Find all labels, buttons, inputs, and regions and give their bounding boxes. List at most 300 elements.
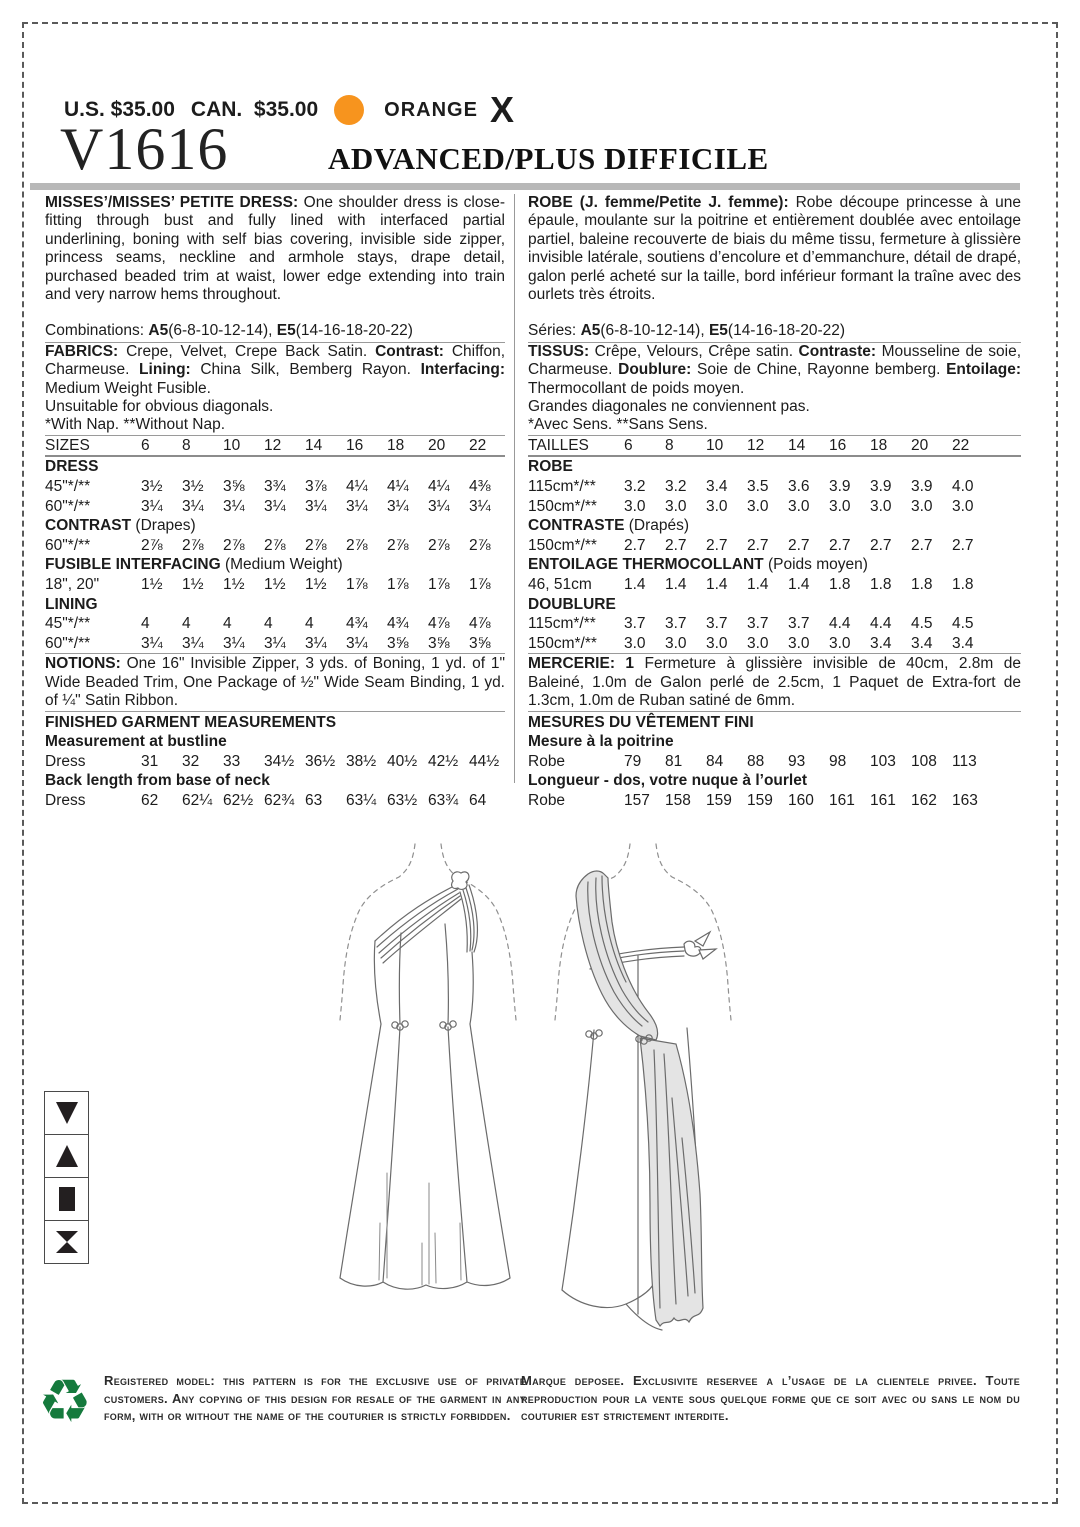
cell-value: 3¼ [346, 634, 368, 652]
cell-value: 4 [264, 615, 273, 633]
cell-value: 14 [788, 436, 806, 454]
cell-value: 161 [829, 792, 855, 809]
cell-value: 44½ [469, 752, 500, 770]
cell-value: 6 [624, 436, 633, 454]
table-row [45, 791, 505, 811]
table-section-interfacing [45, 555, 505, 575]
cell-value: 3.2 [624, 478, 646, 496]
cell-value: 10 [706, 436, 724, 454]
recycle-icon: ♻ [38, 1368, 92, 1435]
cell-value: 98 [829, 752, 847, 770]
cell-value: 3¼ [305, 634, 327, 652]
finished-title-fr [528, 713, 1021, 733]
cell-value: 3⅝ [223, 478, 245, 496]
nap-note-en: *With Nap. **Without Nap. [45, 416, 505, 435]
spacer [528, 304, 1021, 322]
cell-value: 3.0 [788, 634, 810, 652]
cell-value: 3½ [141, 478, 163, 496]
cell-value: 2.7 [747, 536, 769, 554]
interfacing-label-en: Interfacing: [420, 361, 505, 379]
cell-value: 31 [141, 752, 159, 770]
cell-value: 12 [264, 436, 282, 454]
cell-value: 163 [952, 792, 978, 809]
notions-label-fr: MERCERIE: 1 [528, 655, 635, 673]
table-row [528, 634, 1021, 654]
section-heading: LINING [45, 595, 98, 613]
section-heading: DRESS [45, 458, 99, 476]
cell-value: 3¼ [223, 497, 245, 515]
lining-text-en: China Silk, Bemberg Rayon. [190, 361, 421, 379]
cell-value: 20 [911, 436, 929, 454]
cell-value: 159 [747, 792, 773, 809]
cell-value: 2⅞ [182, 536, 204, 554]
cell-value: 3.4 [911, 634, 933, 652]
cell-value: 2⅞ [264, 536, 286, 554]
cell-value: 4¼ [428, 478, 450, 496]
table-row [45, 752, 505, 772]
cell-value: 1.4 [665, 576, 687, 594]
table-section-robe [528, 457, 1021, 477]
cell-value: 42½ [428, 752, 459, 770]
cell-value: 2⅞ [387, 536, 409, 554]
cell-value: 38½ [346, 752, 377, 770]
table-row [45, 634, 505, 654]
finished-measurements-fr [528, 711, 1021, 811]
dress-front-view-illustration [340, 844, 516, 1289]
cell-value: 3¼ [305, 497, 327, 515]
table-row [528, 575, 1021, 595]
cell-value: 3.7 [706, 615, 728, 633]
cell-value: 158 [665, 792, 691, 809]
header-divider-bar [30, 183, 1020, 190]
section-note: (Drapés) [628, 517, 690, 535]
cell-value: 63¾ [428, 792, 459, 809]
cell-value: 3.0 [829, 497, 851, 515]
cell-value: 93 [788, 752, 806, 770]
cell-value: 1½ [305, 576, 327, 594]
row-label: Dress [45, 752, 86, 770]
cell-value: 62 [141, 792, 159, 809]
difficulty-label: ADVANCED/PLUS DIFFICILE [328, 141, 769, 176]
cell-value: 3.9 [870, 478, 892, 496]
cell-value: 3¼ [428, 497, 450, 515]
row-label: 45"*/** [45, 478, 91, 496]
cell-value: 108 [911, 752, 937, 770]
row-label: 115cm*/** [528, 478, 596, 496]
cell-value: 3.7 [665, 615, 687, 633]
pattern-number: V1616 [60, 116, 229, 182]
cell-value: 8 [182, 436, 191, 454]
cell-value: 36½ [305, 752, 336, 770]
row-label: Robe [528, 792, 566, 809]
table-row [45, 536, 505, 556]
size-marker: X [489, 89, 514, 130]
row-label: 60"*/** [45, 634, 91, 652]
cell-value: 2.7 [706, 536, 728, 554]
cell-value: 3.7 [624, 615, 646, 633]
cell-value: 2.7 [788, 536, 810, 554]
registration-mark-up-triangle-icon [44, 1134, 89, 1178]
contrast-label-en: Contrast: [375, 342, 444, 360]
cell-value: 2.7 [870, 536, 892, 554]
cell-value: 6 [141, 436, 150, 454]
cell-value: 3⅝ [428, 634, 450, 652]
cell-value: 3.7 [747, 615, 769, 633]
fabrics-line-fr [528, 343, 1021, 398]
cell-value: 159 [706, 792, 732, 809]
combinations-label-en: Combinations: [45, 322, 149, 340]
legal-text-english: Registered model: this pattern is for the exclusive use of private customers. Any copying of this design for resale of the garment in any form, with or without the name of the couturier is strictly forbidden. [104, 1373, 526, 1423]
shoulder-knot [452, 872, 469, 890]
interfacing-text-en: Medium Weight Fusible. [45, 379, 211, 397]
cell-value: 4¼ [346, 478, 368, 496]
cell-value: 3⅝ [469, 634, 491, 652]
cell-value: 1½ [223, 576, 245, 594]
cell-value: 3.0 [911, 497, 933, 515]
fabrics-line-en [45, 343, 505, 398]
cell-value: 3.0 [706, 497, 728, 515]
cell-value: 4 [305, 615, 314, 633]
interfacing-text-fr: Thermocollant de poids moyen. [528, 379, 745, 397]
cell-value: 2⅞ [305, 536, 327, 554]
back-length-label-text: Back length from base of neck [45, 772, 270, 790]
cell-value: 22 [469, 436, 487, 454]
cell-value: 3¼ [141, 497, 163, 515]
cell-value: 16 [346, 436, 364, 454]
cell-value: 62¾ [264, 792, 295, 809]
table-row [45, 575, 505, 595]
cell-value: 1.4 [788, 576, 810, 594]
cell-value: 4 [223, 615, 232, 633]
table-row [45, 614, 505, 634]
cell-value: 2.7 [829, 536, 851, 554]
cell-value: 4.0 [952, 478, 974, 496]
table-row [45, 477, 505, 497]
bust-label-fr [528, 732, 1021, 752]
cell-value: 4.4 [829, 615, 851, 633]
row-label: Robe [528, 752, 566, 770]
table-row [528, 536, 1021, 556]
table-row [528, 477, 1021, 497]
unsuitable-note-fr: Grandes diagonales ne conviennent pas. [528, 398, 810, 416]
cell-value: 3.2 [665, 478, 687, 496]
english-column [45, 194, 514, 809]
description-title-fr: ROBE (J. femme/Petite J. femme): [528, 194, 789, 211]
table-row [45, 497, 505, 517]
cell-value: 2.7 [952, 536, 974, 554]
section-note: (Medium Weight) [224, 556, 343, 574]
cell-value: 1½ [182, 576, 204, 594]
cell-value: 63½ [387, 792, 418, 809]
cell-value: 14 [305, 436, 323, 454]
combinations-label-fr: Séries: [528, 322, 581, 340]
row-label: 150cm*/** [528, 497, 597, 515]
cell-value: 4⅞ [428, 615, 450, 633]
cell-value: 1½ [264, 576, 286, 594]
cell-value: 161 [870, 792, 896, 809]
cell-value: 3.0 [624, 497, 646, 515]
cell-value: 3¼ [223, 634, 245, 652]
cell-value: 3.0 [829, 634, 851, 652]
cell-value: 1.8 [911, 576, 933, 594]
combo-e5-fr: E5 [708, 322, 728, 340]
section-heading: ENTOILAGE THERMOCOLLANT [528, 556, 764, 574]
cell-value: 3⅝ [387, 634, 409, 652]
instruction-columns [45, 194, 1021, 809]
cell-value: 2.7 [665, 536, 687, 554]
cell-value: 4⅜ [469, 478, 491, 496]
finished-title-text: MESURES DU VÊTEMENT FINI [528, 713, 754, 731]
section-note: (Poids moyen) [767, 556, 868, 574]
fabrics-text-fr: Crêpe, Velours, Crêpe satin. [589, 342, 799, 360]
description-body-fr: Robe découpe princesse à une épaule, moulante sur la poitrine et entièrement doublée avec entoilage partiel, baleine recouverte de biais du même tissu, fermeture à glissière invisible latérale, soutiens d’encolure et d’emmanchure, détail de drapé, galon perlé acheté sur la taille, bord inférieur formant la traîne avec des ourlets très étroits. [528, 194, 1021, 304]
sash-fall-panel [640, 1038, 703, 1326]
cell-value: 3.0 [665, 497, 687, 515]
notions-en [45, 653, 505, 710]
table-section-contraste [528, 516, 1021, 536]
cell-value: 34½ [264, 752, 295, 770]
back-length-label-text: Longueur - dos, votre nuque à l’ourlet [528, 772, 808, 790]
combo-e5-sizes: (14-16-18-20-22) [295, 322, 413, 340]
cell-value: 4¼ [387, 478, 409, 496]
cell-value: 79 [624, 752, 642, 770]
cell-value: 2⅞ [141, 536, 163, 554]
row-label: 60"*/** [45, 497, 91, 515]
combo-a5-sizes: (6-8-10-12-14), [168, 322, 277, 340]
cell-value: 62½ [223, 792, 254, 809]
cell-value: 81 [665, 752, 683, 770]
cell-value: 2.7 [911, 536, 933, 554]
cell-value: 2⅞ [346, 536, 368, 554]
table-section-doublure [528, 595, 1021, 615]
table-section-contrast [45, 516, 505, 536]
cell-value: 3.9 [829, 478, 851, 496]
cell-value: 3¼ [264, 497, 286, 515]
cell-value: 10 [223, 436, 241, 454]
cell-value: 3.0 [706, 634, 728, 652]
cell-value: 4.5 [911, 615, 933, 633]
cell-value: 3½ [182, 478, 204, 496]
bust-label-text: Measurement at bustline [45, 733, 227, 751]
combo-a5-sizes-fr: (6-8-10-12-14), [600, 322, 709, 340]
lining-label-fr: Doublure: [618, 361, 692, 379]
cell-value: 113 [952, 752, 977, 770]
cell-value: 63¼ [346, 792, 377, 809]
cell-value: 18 [387, 436, 405, 454]
cell-value: 4.4 [870, 615, 892, 633]
cell-value: 64 [469, 792, 487, 809]
cell-value: 1.4 [624, 576, 646, 594]
row-label: 60"*/** [45, 536, 91, 554]
cell-value: 3¼ [182, 634, 204, 652]
notions-text-en: One 16" Invisible Zipper, 3 yds. of Boning, 1 yd. of 1" Wide Beaded Trim, One Package of ½" Wide Seam Binding, 1 yd. of ¼" Satin Ribbon. [45, 655, 505, 710]
row-label: 46, 51cm [528, 576, 592, 594]
cell-value: 1⅞ [428, 576, 450, 594]
cell-value: 1⅞ [346, 576, 368, 594]
cell-value: 1⅞ [387, 576, 409, 594]
cell-value: 4.5 [952, 615, 974, 633]
bust-label-en [45, 732, 505, 752]
contrast-text-en: Chiffon, Charmeuse. [45, 342, 506, 379]
finished-title-text: FINISHED GARMENT MEASUREMENTS [45, 713, 337, 731]
cell-value: 1⅞ [469, 576, 491, 594]
cell-value: 4 [182, 615, 191, 633]
yardage-table-header-fr [528, 436, 1021, 458]
cell-value: 1.4 [747, 576, 769, 594]
french-column [514, 194, 1021, 809]
interfacing-label-fr: Entoilage: [946, 361, 1021, 379]
cell-value: 3.4 [870, 634, 892, 652]
description-en [45, 194, 505, 304]
cell-value: 8 [665, 436, 674, 454]
cell-value: 3.6 [788, 478, 810, 496]
spacer [45, 304, 505, 322]
table-row [528, 752, 1021, 772]
cell-value: 162 [911, 792, 937, 809]
cell-value: 3.9 [911, 478, 933, 496]
legal-text-french: Marque deposee. Exclusivite reservee a l’usage de la clientele privee. Toute reproduction pour la vente sous quelque forme que ce soit avec ou sans le nom du couturier est strictement interdite. [521, 1373, 1020, 1423]
section-heading: DOUBLURE [528, 595, 616, 613]
lining-label-en: Lining: [139, 361, 191, 379]
registration-mark-hourglass-icon [44, 1220, 89, 1264]
notions-text-fr: Fermeture à glissière invisible de 40cm, 2.8m de Baleiné, 1.0m de Galon perlé de 2.5cm, 1 Paquet de Extra-fort de 1.3cm, 1.0m de Ruban satiné de 6mm. [528, 655, 1021, 710]
cell-value: 3¾ [264, 478, 286, 496]
row-label: SIZES [45, 436, 90, 454]
finished-title-en [45, 713, 505, 733]
cell-value: 16 [829, 436, 847, 454]
table-section-entoilage [528, 555, 1021, 575]
section-heading: FUSIBLE INTERFACING [45, 556, 221, 574]
cell-value: 4 [141, 615, 150, 633]
cell-value: 3¼ [469, 497, 491, 515]
cell-value: 3.4 [706, 478, 728, 496]
dress-back-view-illustration [555, 844, 731, 1330]
orange-dot-icon [334, 95, 364, 125]
cell-value: 3¼ [346, 497, 368, 515]
cell-value: 63 [305, 792, 323, 809]
notions-fr [528, 653, 1021, 710]
cell-value: 3.0 [624, 634, 646, 652]
cell-value: 3.0 [665, 634, 687, 652]
color-group-label: ORANGE [384, 98, 478, 121]
table-section-lining [45, 595, 505, 615]
unsuitable-note-en: Unsuitable for obvious diagonals. [45, 398, 274, 416]
fabrics-label-fr: TISSUS: [528, 342, 590, 360]
combinations-line-en [45, 322, 505, 342]
fabrics-text-en: Crepe, Velvet, Crepe Back Satin. [118, 342, 376, 360]
cell-value: 3.0 [747, 634, 769, 652]
registration-mark-square-icon [44, 1177, 89, 1221]
cell-value: 3.7 [788, 615, 810, 633]
section-heading: ROBE [528, 458, 573, 476]
cell-value: 84 [706, 752, 724, 770]
cell-value: 33 [223, 752, 241, 770]
cell-value: 4¾ [387, 615, 409, 633]
table-row [528, 497, 1021, 517]
cell-value: 1½ [141, 576, 163, 594]
row-label: 18", 20" [45, 576, 100, 594]
description-body-en: One shoulder dress is close-fitting through bust and fully lined with interfaced partial underlining, boning with self bias covering, invisible side zipper, princess seams, neckline and armhole stays, drape detail, purchased beaded trim at waist, lower edge extending into train and very narrow hems throughout. [45, 194, 505, 304]
cell-value: 18 [870, 436, 888, 454]
contrast-text-fr: Mousseline de soie, Charmeuse. [528, 342, 1021, 379]
row-label: 150cm*/** [528, 536, 597, 554]
cell-value: 3¼ [182, 497, 204, 515]
cell-value: 2⅞ [428, 536, 450, 554]
description-title-en: MISSES’/MISSES’ PETITE DRESS: [45, 194, 299, 211]
yardage-table-header-en [45, 436, 505, 458]
cell-value: 4⅞ [469, 615, 491, 633]
cell-value: 1.8 [952, 576, 974, 594]
cell-value: 103 [870, 752, 896, 770]
combo-a5: A5 [148, 322, 169, 340]
row-label: TAILLES [528, 436, 589, 454]
bust-label-text: Mesure à la poitrine [528, 733, 674, 751]
cell-value: 4¾ [346, 615, 368, 633]
cell-value: 22 [952, 436, 970, 454]
cell-value: 1.8 [829, 576, 851, 594]
hem-fold-lines [379, 1173, 461, 1285]
row-label: Dress [45, 792, 86, 809]
cell-value: 12 [747, 436, 765, 454]
registration-mark-down-triangle-icon [44, 1091, 89, 1135]
cell-value: 1.8 [870, 576, 892, 594]
description-fr [528, 194, 1021, 304]
cell-value: 3⅞ [305, 478, 327, 496]
price-can: CAN. $35.00 [190, 98, 319, 121]
table-row [528, 614, 1021, 634]
cell-value: 2⅞ [223, 536, 245, 554]
cell-value: 157 [624, 792, 650, 809]
cell-value: 32 [182, 752, 200, 770]
row-label: 45"*/** [45, 615, 91, 633]
price-us: U.S. $35.00 [64, 98, 175, 121]
back-shoulder-tie [684, 932, 716, 959]
lining-text-fr: Soie de Chine, Rayonne bemberg. [691, 361, 947, 379]
garment-illustration [288, 838, 758, 1343]
cell-value: 3¼ [264, 634, 286, 652]
row-label: 150cm*/** [528, 634, 597, 652]
section-heading: CONTRAST [45, 517, 132, 535]
fabrics-label-en: FABRICS: [45, 342, 119, 360]
cell-value: 3.5 [747, 478, 769, 496]
cell-value: 2.7 [624, 536, 646, 554]
row-label: 115cm*/** [528, 615, 596, 633]
cell-value: 1.4 [706, 576, 728, 594]
back-length-label-fr [528, 771, 1021, 791]
cell-value: 3¼ [387, 497, 409, 515]
contrast-label-fr: Contraste: [798, 342, 877, 360]
table-row [528, 791, 1021, 811]
cell-value: 160 [788, 792, 814, 809]
cell-value: 62¼ [182, 792, 213, 809]
cell-value: 3.0 [952, 497, 974, 515]
cell-value: 3.0 [788, 497, 810, 515]
cell-value: 3.4 [952, 634, 974, 652]
section-heading: CONTRASTE [528, 517, 625, 535]
finished-measurements-en [45, 711, 505, 811]
notions-label-en: NOTIONS: [45, 655, 121, 673]
nap-note-fr: *Avec Sens. **Sans Sens. [528, 416, 1021, 435]
back-length-label-en [45, 771, 505, 791]
combo-e5: E5 [276, 322, 296, 340]
section-note: (Drapes) [135, 517, 196, 535]
cell-value: 20 [428, 436, 446, 454]
combo-a5-fr: A5 [580, 322, 601, 340]
cell-value: 2⅞ [469, 536, 491, 554]
combo-e5-sizes-fr: (14-16-18-20-22) [727, 322, 846, 340]
cell-value: 3¼ [141, 634, 163, 652]
cell-value: 88 [747, 752, 765, 770]
